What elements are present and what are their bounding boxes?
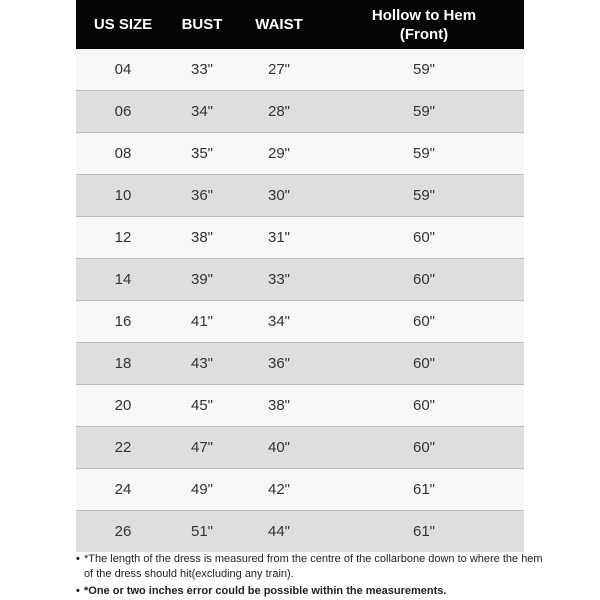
table-row (76, 216, 524, 258)
cell-waist: 29" (267, 145, 290, 162)
cell-hollow-to-hem: 60" (412, 397, 435, 414)
cell-waist: 30" (267, 187, 290, 204)
cell-us-size: 08 (114, 145, 132, 162)
header-hollow-to-hem-line1: Hollow to Hem (371, 6, 477, 24)
cell-bust: 39" (190, 271, 213, 288)
cell-waist: 44" (267, 523, 290, 540)
cell-us-size: 04 (114, 61, 132, 78)
cell-us-size: 16 (114, 313, 132, 330)
cell-us-size: 18 (114, 355, 132, 372)
cell-hollow-to-hem: 61" (412, 481, 435, 498)
table-row (76, 132, 524, 174)
note-error-text: *One or two inches error could be possible within the measurements. (84, 585, 447, 597)
cell-waist: 28" (267, 103, 290, 120)
cell-us-size: 10 (114, 187, 132, 204)
header-hollow-to-hem-line2: (Front) (399, 25, 449, 43)
cell-waist: 40" (267, 439, 290, 456)
table-row (76, 300, 524, 342)
cell-bust: 36" (190, 187, 213, 204)
table-body (76, 49, 524, 552)
cell-hollow-to-hem: 60" (412, 313, 435, 330)
table-row (76, 342, 524, 384)
cell-hollow-to-hem: 60" (412, 439, 435, 456)
cell-bust: 49" (190, 481, 213, 498)
cell-us-size: 22 (114, 439, 132, 456)
cell-hollow-to-hem: 60" (412, 271, 435, 288)
cell-bust: 35" (190, 145, 213, 162)
note-error (76, 584, 546, 599)
cell-bust: 34" (190, 103, 213, 120)
table-row (76, 468, 524, 510)
table-row (76, 49, 524, 90)
cell-hollow-to-hem: 60" (412, 355, 435, 372)
header-us-size: US SIZE (93, 16, 153, 33)
cell-bust: 51" (190, 523, 213, 540)
cell-hollow-to-hem: 59" (412, 187, 435, 204)
cell-waist: 42" (267, 481, 290, 498)
cell-waist: 38" (267, 397, 290, 414)
bullet-icon: • (76, 553, 80, 565)
note-length (76, 552, 546, 582)
cell-bust: 33" (190, 61, 213, 78)
cell-hollow-to-hem: 61" (412, 523, 435, 540)
note-length-text: *The length of the dress is measured from the centre of the collarbone down to where the hem of the dress should hit(excluding any train). (84, 553, 543, 580)
cell-waist: 33" (267, 271, 290, 288)
table-header (76, 0, 524, 49)
table-row (76, 384, 524, 426)
cell-us-size: 12 (114, 229, 132, 246)
header-bust: BUST (181, 16, 223, 33)
cell-bust: 38" (190, 229, 213, 246)
cell-hollow-to-hem: 59" (412, 145, 435, 162)
notes-section (76, 552, 546, 599)
table-row (76, 90, 524, 132)
cell-us-size: 06 (114, 103, 132, 120)
header-hollow-to-hem (324, 6, 524, 44)
cell-bust: 47" (190, 439, 213, 456)
cell-waist: 31" (267, 229, 290, 246)
cell-waist: 36" (267, 355, 290, 372)
table-row (76, 426, 524, 468)
table-row (76, 510, 524, 552)
bullet-icon: • (76, 585, 80, 597)
cell-us-size: 24 (114, 481, 132, 498)
cell-bust: 43" (190, 355, 213, 372)
table-row (76, 174, 524, 216)
cell-waist: 34" (267, 313, 290, 330)
cell-us-size: 14 (114, 271, 132, 288)
cell-hollow-to-hem: 60" (412, 229, 435, 246)
cell-bust: 45" (190, 397, 213, 414)
header-waist: WAIST (255, 16, 303, 33)
cell-us-size: 20 (114, 397, 132, 414)
cell-hollow-to-hem: 59" (412, 61, 435, 78)
table-row (76, 258, 524, 300)
cell-us-size: 26 (114, 523, 132, 540)
size-chart-table (76, 0, 524, 552)
cell-waist: 27" (267, 61, 290, 78)
cell-bust: 41" (190, 313, 213, 330)
cell-hollow-to-hem: 59" (412, 103, 435, 120)
